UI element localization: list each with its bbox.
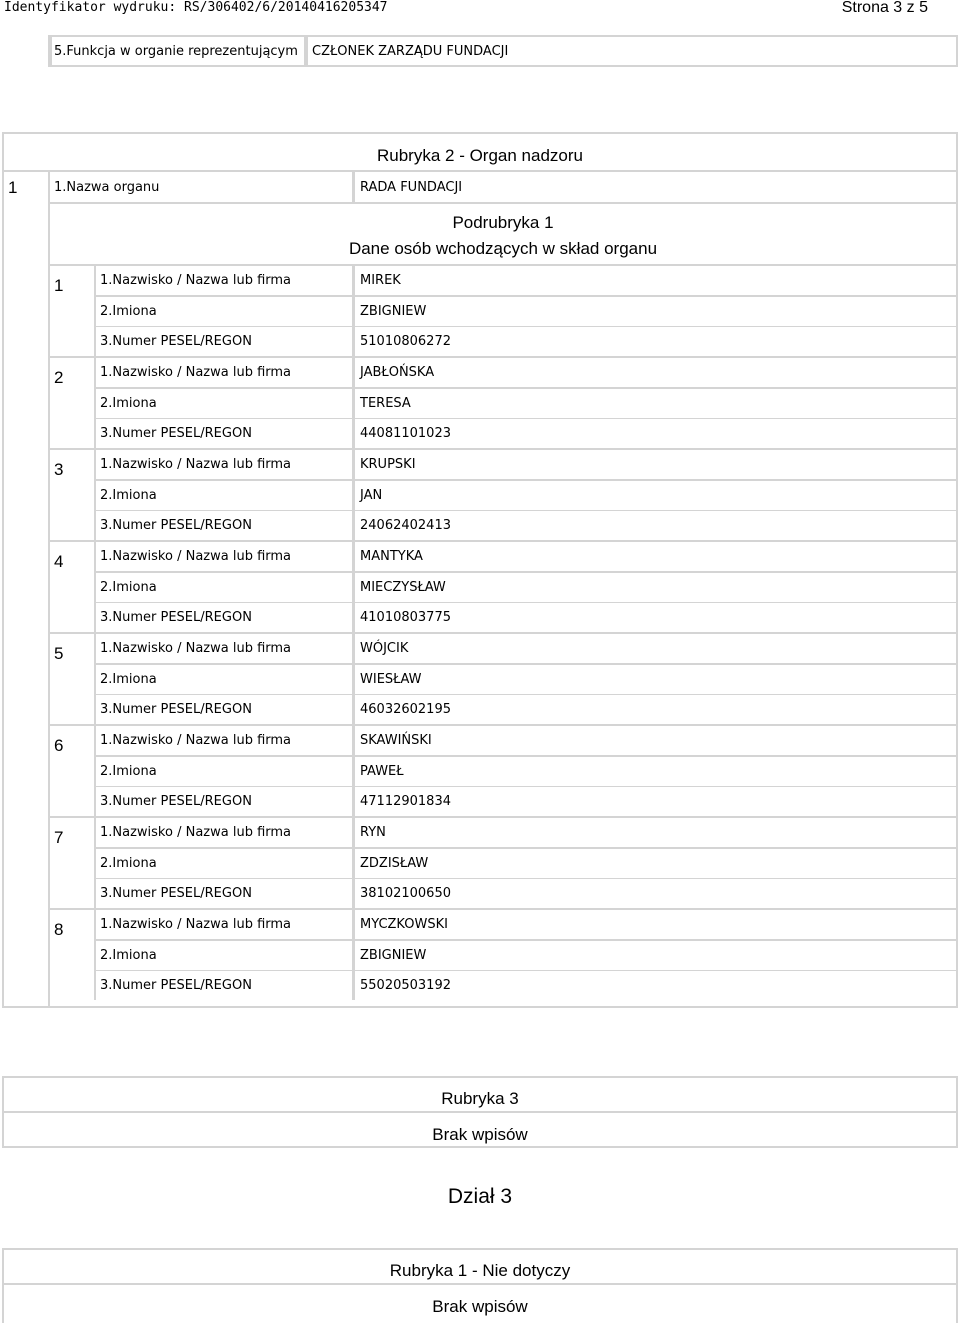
person-surname-value-cell: [355, 358, 956, 387]
podrubryka-subtitle: Dane osób wchodzących w skład organu: [348, 239, 658, 258]
person-number: 5: [54, 644, 64, 663]
person-given-names: ZBIGNIEW: [360, 948, 427, 963]
person-given-names-value-cell: [355, 297, 956, 326]
person-surname-value-cell: [355, 818, 956, 847]
function-label: 5.Funkcja w organie reprezentującym: [54, 44, 298, 59]
rubryka-2-end: [50, 1000, 956, 1006]
person-surname: KRUPSKI: [360, 457, 416, 472]
entry-number: 1: [8, 178, 18, 197]
person-surname-label: 1.Nazwisko / Nazwa lub firma: [100, 457, 292, 472]
person-given-names: MIECZYSŁAW: [360, 580, 446, 595]
person-given-names-label: 2.Imiona: [100, 764, 157, 779]
entry-number-cell: [4, 172, 48, 1006]
dzial-3-title: Dział 3: [447, 1185, 513, 1208]
person-surname-label: 1.Nazwisko / Nazwa lub firma: [100, 825, 292, 840]
person-given-names-value-cell: [355, 389, 956, 418]
rubryka-3-empty: Brak wpisów: [432, 1125, 528, 1144]
person-pesel-label: 3.Numer PESEL/REGON: [100, 978, 252, 993]
dzial-3-rubryka-1-title: Rubryka 1 - Nie dotyczy: [389, 1261, 571, 1280]
person-pesel: 51010806272: [360, 334, 451, 349]
podrubryka-title: Podrubryka 1: [452, 213, 554, 232]
person-pesel: 41010803775: [360, 610, 451, 625]
person-number: 3: [54, 460, 64, 479]
page-number: Strona 3 z 5: [841, 0, 928, 16]
person-pesel-label: 3.Numer PESEL/REGON: [100, 610, 252, 625]
print-identifier: Identyfikator wydruku: RS/306402/6/20140416205347: [4, 0, 388, 15]
person-surname-label: 1.Nazwisko / Nazwa lub firma: [100, 917, 292, 932]
person-surname: RYN: [360, 825, 386, 840]
person-surname-label: 1.Nazwisko / Nazwa lub firma: [100, 365, 292, 380]
person-surname: MIREK: [360, 273, 401, 288]
person-number: 2: [54, 368, 64, 387]
person-number: 6: [54, 736, 64, 755]
person-number: 4: [54, 552, 64, 571]
person-surname-label: 1.Nazwisko / Nazwa lub firma: [100, 549, 292, 564]
person-given-names-value-cell: [355, 665, 956, 694]
person-given-names: TERESA: [360, 396, 411, 411]
person-surname-label: 1.Nazwisko / Nazwa lub firma: [100, 273, 292, 288]
person-number: 1: [54, 276, 64, 295]
person-given-names: JAN: [360, 488, 383, 503]
person-surname-label: 1.Nazwisko / Nazwa lub firma: [100, 733, 292, 748]
person-pesel-label: 3.Numer PESEL/REGON: [100, 334, 252, 349]
person-surname-label: 1.Nazwisko / Nazwa lub firma: [100, 641, 292, 656]
person-surname-value-cell: [355, 726, 956, 755]
person-pesel-label: 3.Numer PESEL/REGON: [100, 426, 252, 441]
person-pesel-label: 3.Numer PESEL/REGON: [100, 518, 252, 533]
person-given-names-value-cell: [355, 757, 956, 786]
person-pesel: 46032602195: [360, 702, 451, 717]
person-surname: WÓJCIK: [360, 641, 409, 656]
person-given-names-label: 2.Imiona: [100, 580, 157, 595]
person-given-names: ZDZISŁAW: [360, 856, 429, 871]
person-pesel: 38102100650: [360, 886, 451, 901]
person-given-names-value-cell: [355, 849, 956, 878]
rubryka-3-title: Rubryka 3: [441, 1089, 519, 1108]
person-pesel-label: 3.Numer PESEL/REGON: [100, 886, 252, 901]
person-surname-value-cell: [355, 542, 956, 571]
person-given-names-label: 2.Imiona: [100, 672, 157, 687]
person-surname: MANTYKA: [360, 549, 423, 564]
person-given-names: ZBIGNIEW: [360, 304, 427, 319]
person-pesel-label: 3.Numer PESEL/REGON: [100, 794, 252, 809]
person-pesel: 47112901834: [360, 794, 451, 809]
person-given-names-value-cell: [355, 481, 956, 510]
person-pesel-label: 3.Numer PESEL/REGON: [100, 702, 252, 717]
person-surname-value-cell: [355, 450, 956, 479]
organ-value: RADA FUNDACJI: [360, 180, 463, 195]
dzial-3-empty: Brak wpisów: [432, 1297, 528, 1316]
person-pesel: 44081101023: [360, 426, 451, 441]
person-surname: SKAWIŃSKI: [360, 733, 432, 748]
person-surname: MYCZKOWSKI: [360, 917, 448, 932]
person-given-names-value-cell: [355, 941, 956, 970]
rubryka-2-title: Rubryka 2 - Organ nadzoru: [377, 146, 583, 165]
person-given-names: WIESŁAW: [360, 672, 422, 687]
person-number: 8: [54, 920, 64, 939]
person-given-names-label: 2.Imiona: [100, 488, 157, 503]
person-pesel: 55020503192: [360, 978, 451, 993]
person-given-names-label: 2.Imiona: [100, 948, 157, 963]
person-surname-value-cell: [355, 266, 956, 295]
person-surname: JABŁOŃSKA: [360, 365, 435, 380]
organ-label: 1.Nazwa organu: [54, 180, 160, 195]
person-pesel: 24062402413: [360, 518, 451, 533]
person-given-names-label: 2.Imiona: [100, 304, 157, 319]
person-surname-value-cell: [355, 634, 956, 663]
person-given-names-label: 2.Imiona: [100, 396, 157, 411]
person-given-names-label: 2.Imiona: [100, 856, 157, 871]
person-given-names: PAWEŁ: [360, 764, 404, 779]
person-number: 7: [54, 828, 64, 847]
function-value: CZŁONEK ZARZĄDU FUNDACJI: [312, 44, 509, 59]
